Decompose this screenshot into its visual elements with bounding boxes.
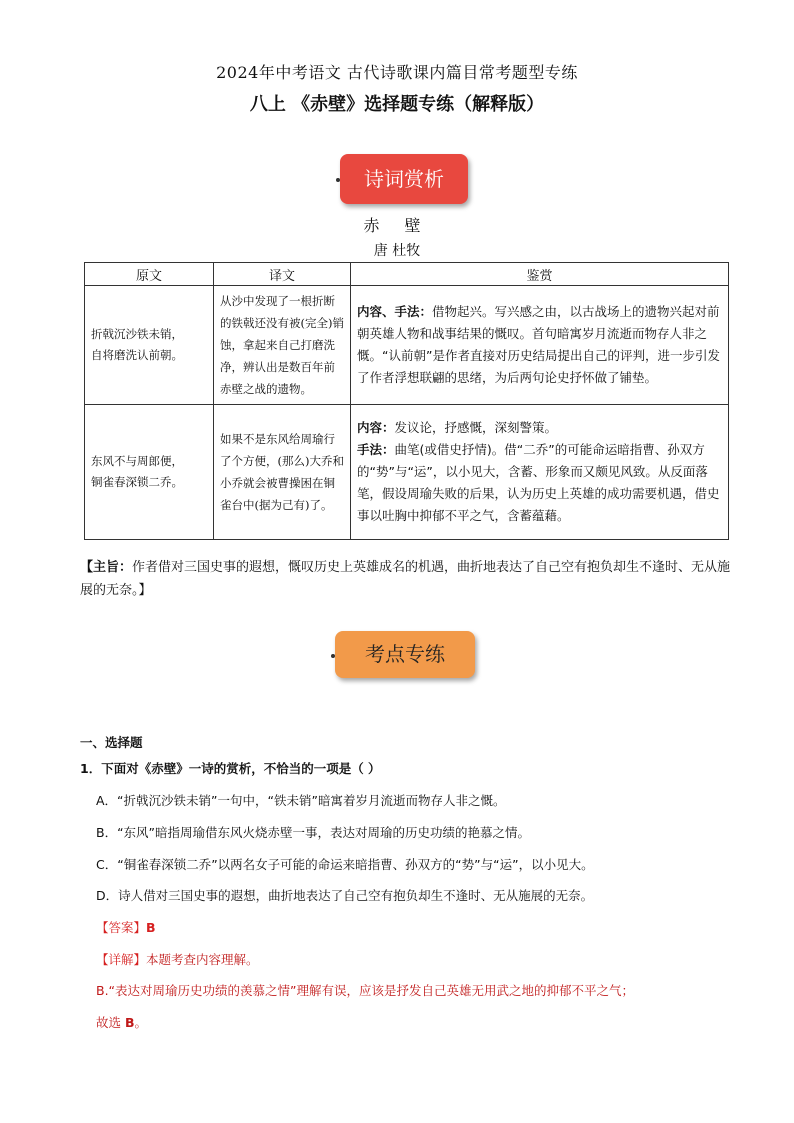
option-c: C．“铜雀春深锁二乔”以两名女子可能的命运来暗指曹、孙双方的“势”与“运”，以小见大。 — [96, 857, 594, 872]
translation-cell: 如果不是东风给周瑜行了个方便，(那么)大乔和小乔就会被曹操困在铜雀台中(据为己有)了。 — [214, 405, 351, 540]
original-text-cell — [85, 286, 214, 405]
answer-line — [96, 918, 156, 936]
conclusion-suffix: 。 — [134, 1015, 148, 1030]
appreciation-cell — [351, 286, 729, 405]
question-stem: 1．下面对《赤壁》一诗的赏析，不恰当的一项是（ ） — [80, 761, 381, 776]
explanation-text: B.“表达对周瑜历史功绩的羡慕之情”理解有误，应该是抒发自己英雄无用武之地的抑郁不平之气； — [96, 983, 635, 998]
main-idea-text: 作者借对三国史事的遐想，慨叹历史上英雄成名的机遇，曲折地表达了自己空有抱负却生不逢时、无从施展的无奈。】 — [80, 560, 731, 598]
column-header-appreciation: 鉴赏 — [351, 263, 729, 286]
option-a: A．“折戟沉沙铁未销”一句中，“铁未销”暗寓着岁月流逝而物存人非之慨。 — [96, 793, 506, 808]
original-line: 折戟沉沙铁未销， — [91, 327, 183, 341]
technique-label: 手法： — [357, 442, 395, 457]
content-line — [357, 417, 722, 439]
answer-label: 【答案】 — [96, 920, 147, 935]
conclusion-prefix: 故选 — [96, 1015, 125, 1030]
column-header-original: 原文 — [85, 263, 214, 286]
appreciation-cell — [351, 405, 729, 540]
table-row — [85, 286, 729, 405]
main-idea-paragraph — [80, 556, 740, 602]
section-banner-poem-appreciation: 诗词赏析 — [340, 154, 468, 204]
main-idea-label: 【主旨： — [80, 560, 133, 575]
document-subtitle: 八上 《赤壁》选择题专练（解释版） — [249, 94, 545, 115]
option-b: B．“东风”暗指周瑜借东风火烧赤壁一事，表达对周瑜的历史功绩的艳慕之情。 — [96, 825, 531, 840]
poem-author: 唐 杜牧 — [373, 243, 421, 259]
table-row — [85, 405, 729, 540]
original-line: 自将磨洗认前朝。 — [91, 348, 183, 362]
option-d: D．诗人借对三国史事的遐想，曲折地表达了自己空有抱负却生不逢时、无从施展的无奈。 — [96, 888, 594, 903]
column-header-translation: 译文 — [214, 263, 351, 286]
detail-label: 【详解】 — [96, 952, 147, 967]
document-title: 2024年中考语文 古代诗歌课内篇目常考题型专练 — [216, 63, 578, 82]
detail-line — [96, 950, 259, 968]
table-header-row — [85, 263, 729, 286]
original-text-cell — [85, 405, 214, 540]
detail-text: 本题考查内容理解。 — [146, 952, 259, 967]
original-line: 铜雀春深锁二乔。 — [91, 475, 183, 489]
poem-title: 赤 壁 — [363, 216, 431, 235]
technique-line — [357, 439, 722, 527]
technique-text: 曲笔(或借史抒情)。借“二乔”的可能命运暗指曹、孙双方的“势”与“运”，以小见大，含蓄、形象而又颇见风致。从反面落笔，假设周瑜失败的后果，认为历史上英雄的成功需要机遇，借史事以吐胸中抑郁不平之气，含蓄蕴藉。 — [357, 442, 720, 523]
section-banner-practice: 考点专练 — [335, 631, 475, 678]
conclusion-line — [96, 1013, 147, 1031]
original-line: 东风不与周郎便， — [91, 454, 183, 468]
translation-cell: 从沙中发现了一根折断的铁戟还没有被(完全)销蚀，拿起来自己打磨洗净，辨认出是数百年前赤壁之战的遗物。 — [214, 286, 351, 405]
conclusion-answer: B — [124, 1015, 135, 1030]
appreciation-label: 内容、手法： — [357, 304, 433, 319]
answer-value: B — [146, 920, 156, 935]
content-label: 内容： — [357, 420, 395, 435]
section-heading: 一、选择题 — [80, 735, 143, 750]
poem-analysis-table — [84, 262, 729, 540]
content-text: 发议论，抒感慨，深刻警策。 — [394, 420, 558, 435]
appreciation-text: 借物起兴。写兴感之由，以古战场上的遗物兴起对前朝英雄人物和战事结果的慨叹。首句暗寓岁月流逝而物存人非之慨。“认前朝”是作者直接对历史结局提出自己的评判，进一步引发了作者浮想联翩的思绪，为后两句论史抒怀做了铺垫。 — [357, 304, 720, 385]
